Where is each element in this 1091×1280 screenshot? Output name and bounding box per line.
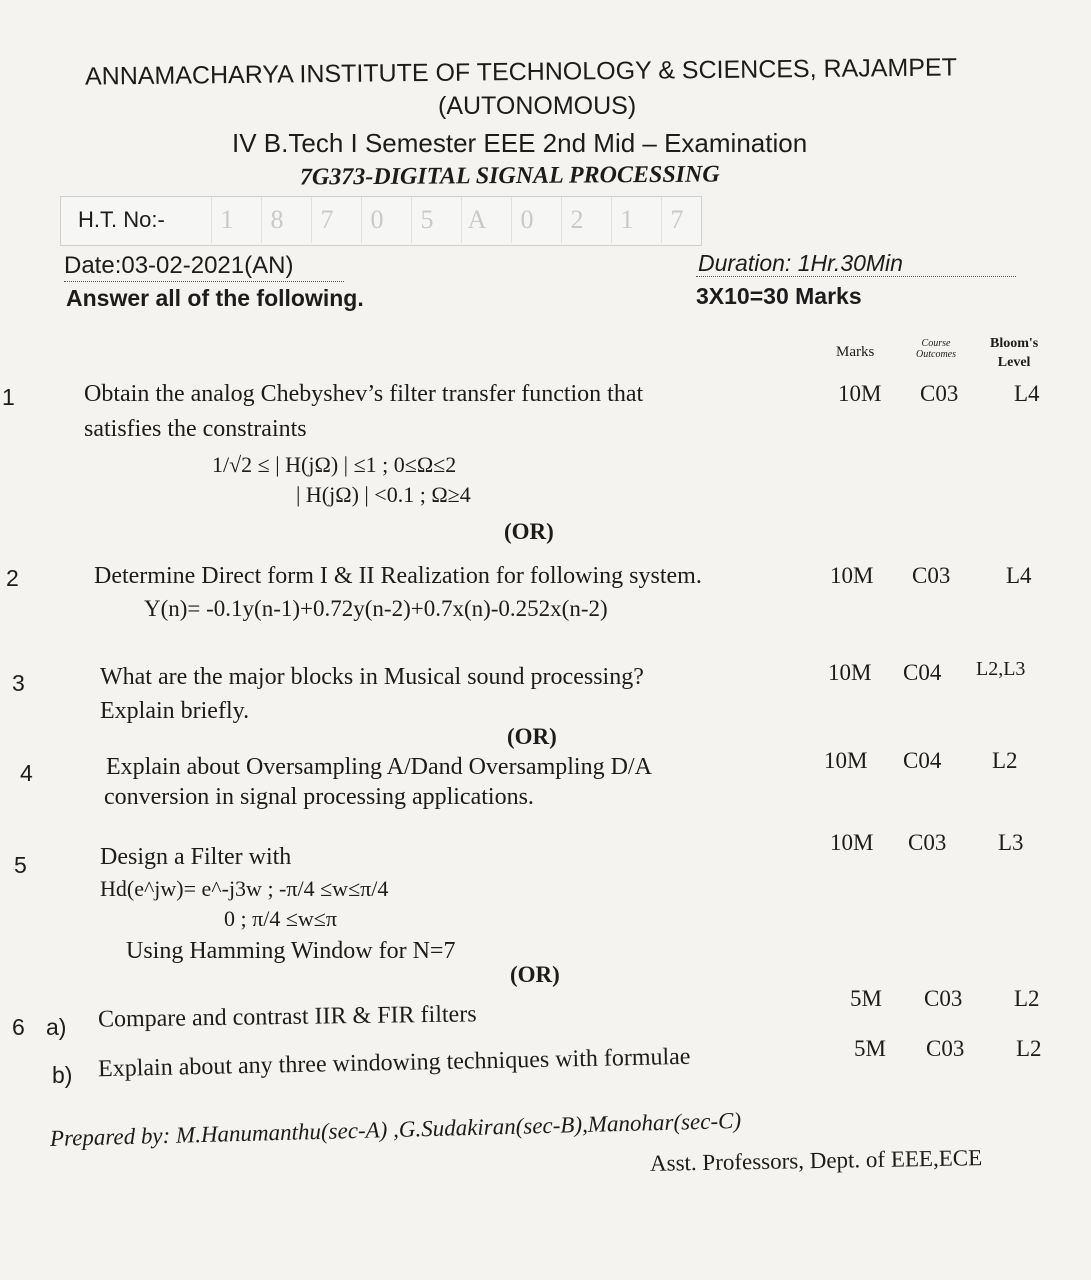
q4-text-line1: Explain about Oversampling A/Dand Oversampling D/A: [106, 754, 652, 780]
q3-marks: 10M: [828, 660, 872, 685]
column-course-outcomes: [916, 338, 956, 360]
subject-title: 7G373-DIGITAL SIGNAL PROCESSING: [299, 161, 720, 191]
column-co-line1: Course: [921, 338, 951, 349]
q4-number: 4: [20, 760, 33, 786]
q6a-text: Compare and contrast IIR & FIR filters: [97, 1001, 477, 1033]
q1-text-line2: satisfies the constraints: [84, 416, 307, 442]
ht-digit: 7: [311, 197, 342, 243]
q5-equation-2: 0 ; π/4 ≤w≤π: [224, 906, 337, 931]
q5-number: 5: [14, 852, 27, 878]
q4-co: C04: [903, 748, 942, 773]
exam-date: Date:03-02-2021(AN): [64, 252, 294, 279]
q1-co: C03: [920, 381, 959, 406]
divider: [696, 276, 1016, 277]
instruction: Answer all of the following.: [66, 285, 364, 311]
q6b-level: L2: [1016, 1036, 1042, 1061]
q5-co: C03: [908, 830, 947, 855]
or-separator: (OR): [507, 724, 557, 749]
q6a-label: a): [46, 1014, 67, 1040]
exam-duration: Duration: 1Hr.30Min: [698, 250, 903, 276]
q3-level: L2,L3: [976, 658, 1026, 680]
q2-number: 2: [6, 565, 19, 591]
q5-text-line1: Design a Filter with: [100, 844, 292, 870]
column-co-line2: Outcomes: [916, 349, 956, 360]
ht-digit: 8: [261, 197, 292, 243]
ht-digit: 1: [211, 197, 242, 243]
q1-text-line1: Obtain the analog Chebyshev’s filter transfer function that: [84, 381, 644, 407]
q6a-co: C03: [924, 986, 963, 1011]
ht-digit: 5: [411, 197, 442, 243]
ht-digit: A: [461, 197, 492, 243]
ht-digit: 7: [661, 197, 692, 243]
q6b-marks: 5M: [854, 1036, 886, 1061]
q5-level: L3: [998, 830, 1024, 855]
column-blooms-level: [990, 334, 1038, 372]
q6-number: 6: [12, 1014, 25, 1040]
or-separator: (OR): [510, 962, 560, 987]
q4-marks: 10M: [824, 748, 868, 773]
q4-text-line2: conversion in signal processing applications.: [104, 784, 534, 810]
q3-text-line2: Explain briefly.: [100, 698, 250, 724]
q6b-label: b): [52, 1062, 73, 1088]
or-separator: (OR): [504, 519, 554, 544]
ht-label: H.T. No:-: [78, 207, 165, 232]
q1-constraint-2: | H(jΩ) | <0.1 ; Ω≥4: [296, 482, 471, 507]
ht-digit: 2: [561, 197, 592, 243]
exam-title: IV B.Tech I Semester EEE 2nd Mid – Examination: [232, 128, 808, 158]
q5-marks: 10M: [830, 830, 874, 855]
q2-marks: 10M: [830, 563, 874, 588]
autonomous-label: (AUTONOMOUS): [438, 92, 637, 120]
total-marks: 3X10=30 Marks: [696, 283, 862, 309]
q1-constraint-1: 1/√2 ≤ | H(jΩ) | ≤1 ; 0≤Ω≤2: [212, 452, 457, 477]
ht-digit: 1: [611, 197, 642, 243]
ht-digit: 0: [511, 197, 542, 243]
divider: [64, 281, 344, 282]
designation: Asst. Professors, Dept. of EEE,ECE: [649, 1145, 983, 1176]
institute-name: ANNAMACHARYA INSTITUTE OF TECHNOLOGY & SCIENCES, RAJAMPET: [84, 53, 958, 91]
q6a-marks: 5M: [850, 986, 882, 1011]
q5-equation-1: Hd(e^jw)= e^-j3w ; -π/4 ≤w≤π/4: [100, 876, 389, 901]
q2-co: C03: [912, 563, 951, 588]
column-marks: Marks: [836, 344, 875, 360]
q1-marks: 10M: [838, 381, 882, 406]
column-bloom-line1: Bloom's: [990, 336, 1039, 351]
q6a-level: L2: [1014, 986, 1040, 1011]
q3-number: 3: [12, 670, 25, 696]
q1-number: 1: [2, 384, 15, 410]
q3-text-line1: What are the major blocks in Musical sound processing?: [100, 664, 644, 690]
q2-level: L4: [1006, 563, 1032, 588]
q3-co: C04: [903, 660, 942, 685]
q2-text-line1: Determine Direct form I & II Realization for following system.: [94, 563, 702, 589]
prepared-by: Prepared by: M.Hanumanthu(sec-A) ,G.Sudakiran(sec-B),Manohar(sec-C): [49, 1107, 742, 1151]
q6b-text: Explain about any three windowing techniques with formulae: [97, 1043, 691, 1083]
q1-level: L4: [1014, 381, 1040, 406]
column-bloom-line2: Level: [997, 355, 1031, 370]
q4-level: L2: [992, 748, 1018, 773]
ht-digit: 0: [361, 197, 392, 243]
q6b-co: C03: [926, 1036, 965, 1061]
q2-equation: Y(n)= -0.1y(n-1)+0.72y(n-2)+0.7x(n)-0.252x(n-2): [144, 596, 608, 621]
q5-text-line2: Using Hamming Window for N=7: [126, 938, 456, 964]
